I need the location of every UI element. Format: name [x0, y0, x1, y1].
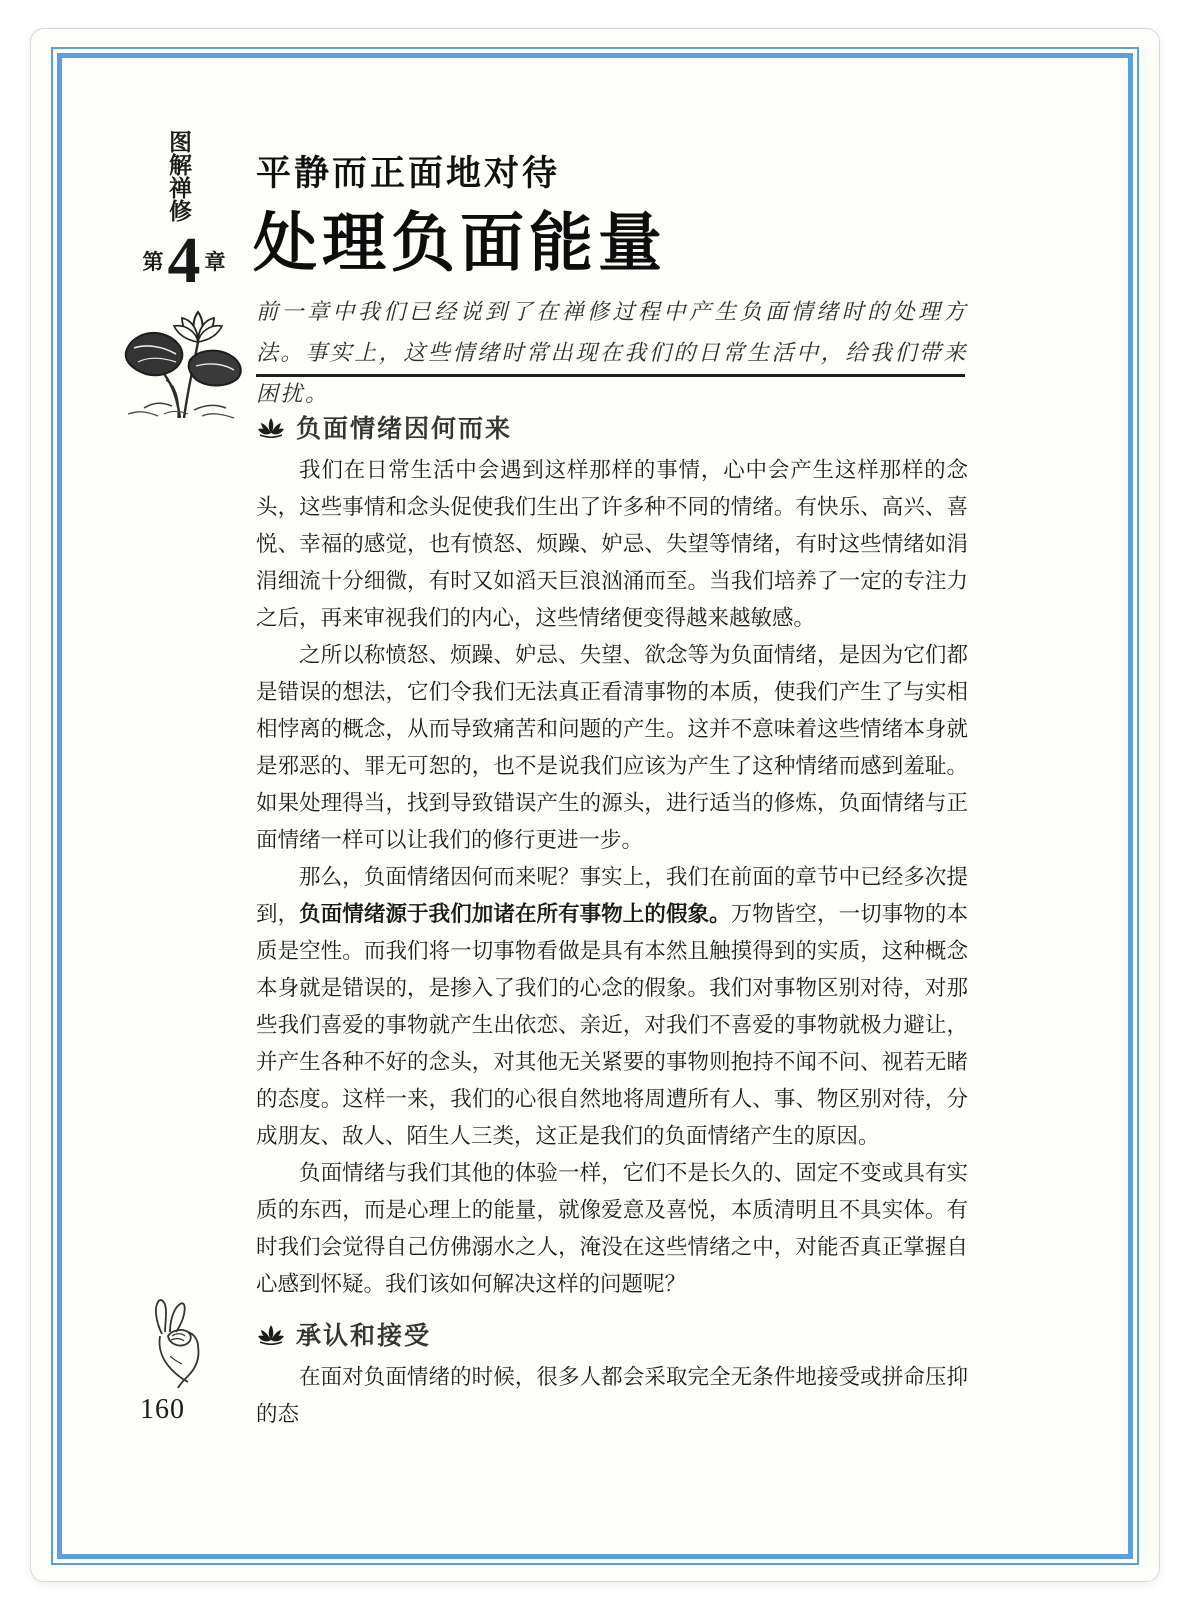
lotus-icon	[256, 1323, 286, 1345]
chapter-suffix: 章	[204, 250, 226, 274]
series-title-vertical: 图解禅修	[166, 130, 191, 222]
chapter-label	[124, 224, 244, 297]
paragraph	[256, 859, 968, 1155]
paragraph: 负面情绪与我们其他的体验一样，它们不是长久的、固定不变或具有实质的东西，而是心理上的能量，就像爱意及喜悦，本质清明且不具实体。有时我们会觉得自己仿佛溺水之人，淹没在这些情绪之中，对能否真正掌握自心感到怀疑。我们该如何解决这样的问题呢？	[256, 1161, 968, 1296]
section-heading-label: 负面情绪因何而来	[296, 416, 513, 443]
paragraph-segment: 万物皆空，一切事物的本质是空性。而我们将一切事物看做是具有本然且触摸得到的实质，这种概念本身就是错误的，是掺入了我们的心念的假象。我们对事物区别对待，对那些我们喜爱的事物就产生出依恋、亲近，对我们不喜爱的事物就极力避让，并产生各种不好的念头，对其他无关紧要的事物则抱持不闻不问、视若无睹的态度。这样一来，我们的心很自然地将周遭所有人、事、物区别对待，分成朋友、敌人、陌生人三类，这正是我们的负面情绪产生的原因。	[256, 902, 968, 1148]
intro-divider-rule	[256, 374, 965, 377]
paragraph: 在面对负面情绪的时候，很多人都会采取完全无条件地接受或拼命压抑的态	[256, 1365, 968, 1426]
lotus-flower-illustration	[114, 286, 250, 427]
paragraph: 我们在日常生活中会遇到这样那样的事情，心中会产生这样那样的念头，这些事情和念头促使我们生出了许多种不同的情绪。有快乐、高兴、喜悦、幸福的感觉，也有愤怒、烦躁、妒忌、失望等情绪，有时这些情绪如涓涓细流十分细微，有时又如滔天巨浪汹涌而至。当我们培养了一定的专注力之后，再来审视我们的内心，这些情绪便变得越来越敏感。	[256, 458, 968, 630]
main-text-column	[256, 412, 968, 1433]
section-heading-1	[256, 412, 968, 442]
page-number: 160	[140, 1394, 185, 1425]
chapter-intro: 前一章中我们已经说到了在禅修过程中产生负面情绪时的处理方法。事实上，这些情绪时常出现在我们的日常生活中，给我们带来困扰。	[256, 300, 968, 407]
paragraph-segment-bold: 负面情绪源于我们加诸在所有事物上的假象。	[299, 902, 731, 926]
chapter-number: 4	[167, 224, 201, 297]
chapter-subtitle: 平静而正面地对待	[256, 154, 561, 193]
mudra-hand-illustration	[140, 1292, 220, 1397]
section-heading-label: 承认和接受	[296, 1323, 432, 1350]
chapter-prefix: 第	[142, 250, 164, 274]
section-heading-2	[256, 1319, 968, 1349]
paragraph: 之所以称愤怒、烦躁、妒忌、失望、欲念等为负面情绪，是因为它们都是错误的想法，它们令我们无法真正看清事物的本质，使我们产生了与实相相悖离的概念，从而导致痛苦和问题的产生。这并不意味着这些情绪本身就是邪恶的、罪无可恕的，也不是说我们应该为产生了这种情绪而感到羞耻。如果处理得当，找到导致错误产生的源头，进行适当的修炼，负面情绪与正面情绪一样可以让我们的修行更进一步。	[256, 643, 968, 852]
paragraph-segment: 那么，负面情绪因何而来呢？事实上，我们在前面的章节中已经多次提到，	[256, 865, 968, 926]
lotus-icon	[256, 416, 286, 438]
chapter-title: 处理负面能量	[253, 208, 667, 279]
